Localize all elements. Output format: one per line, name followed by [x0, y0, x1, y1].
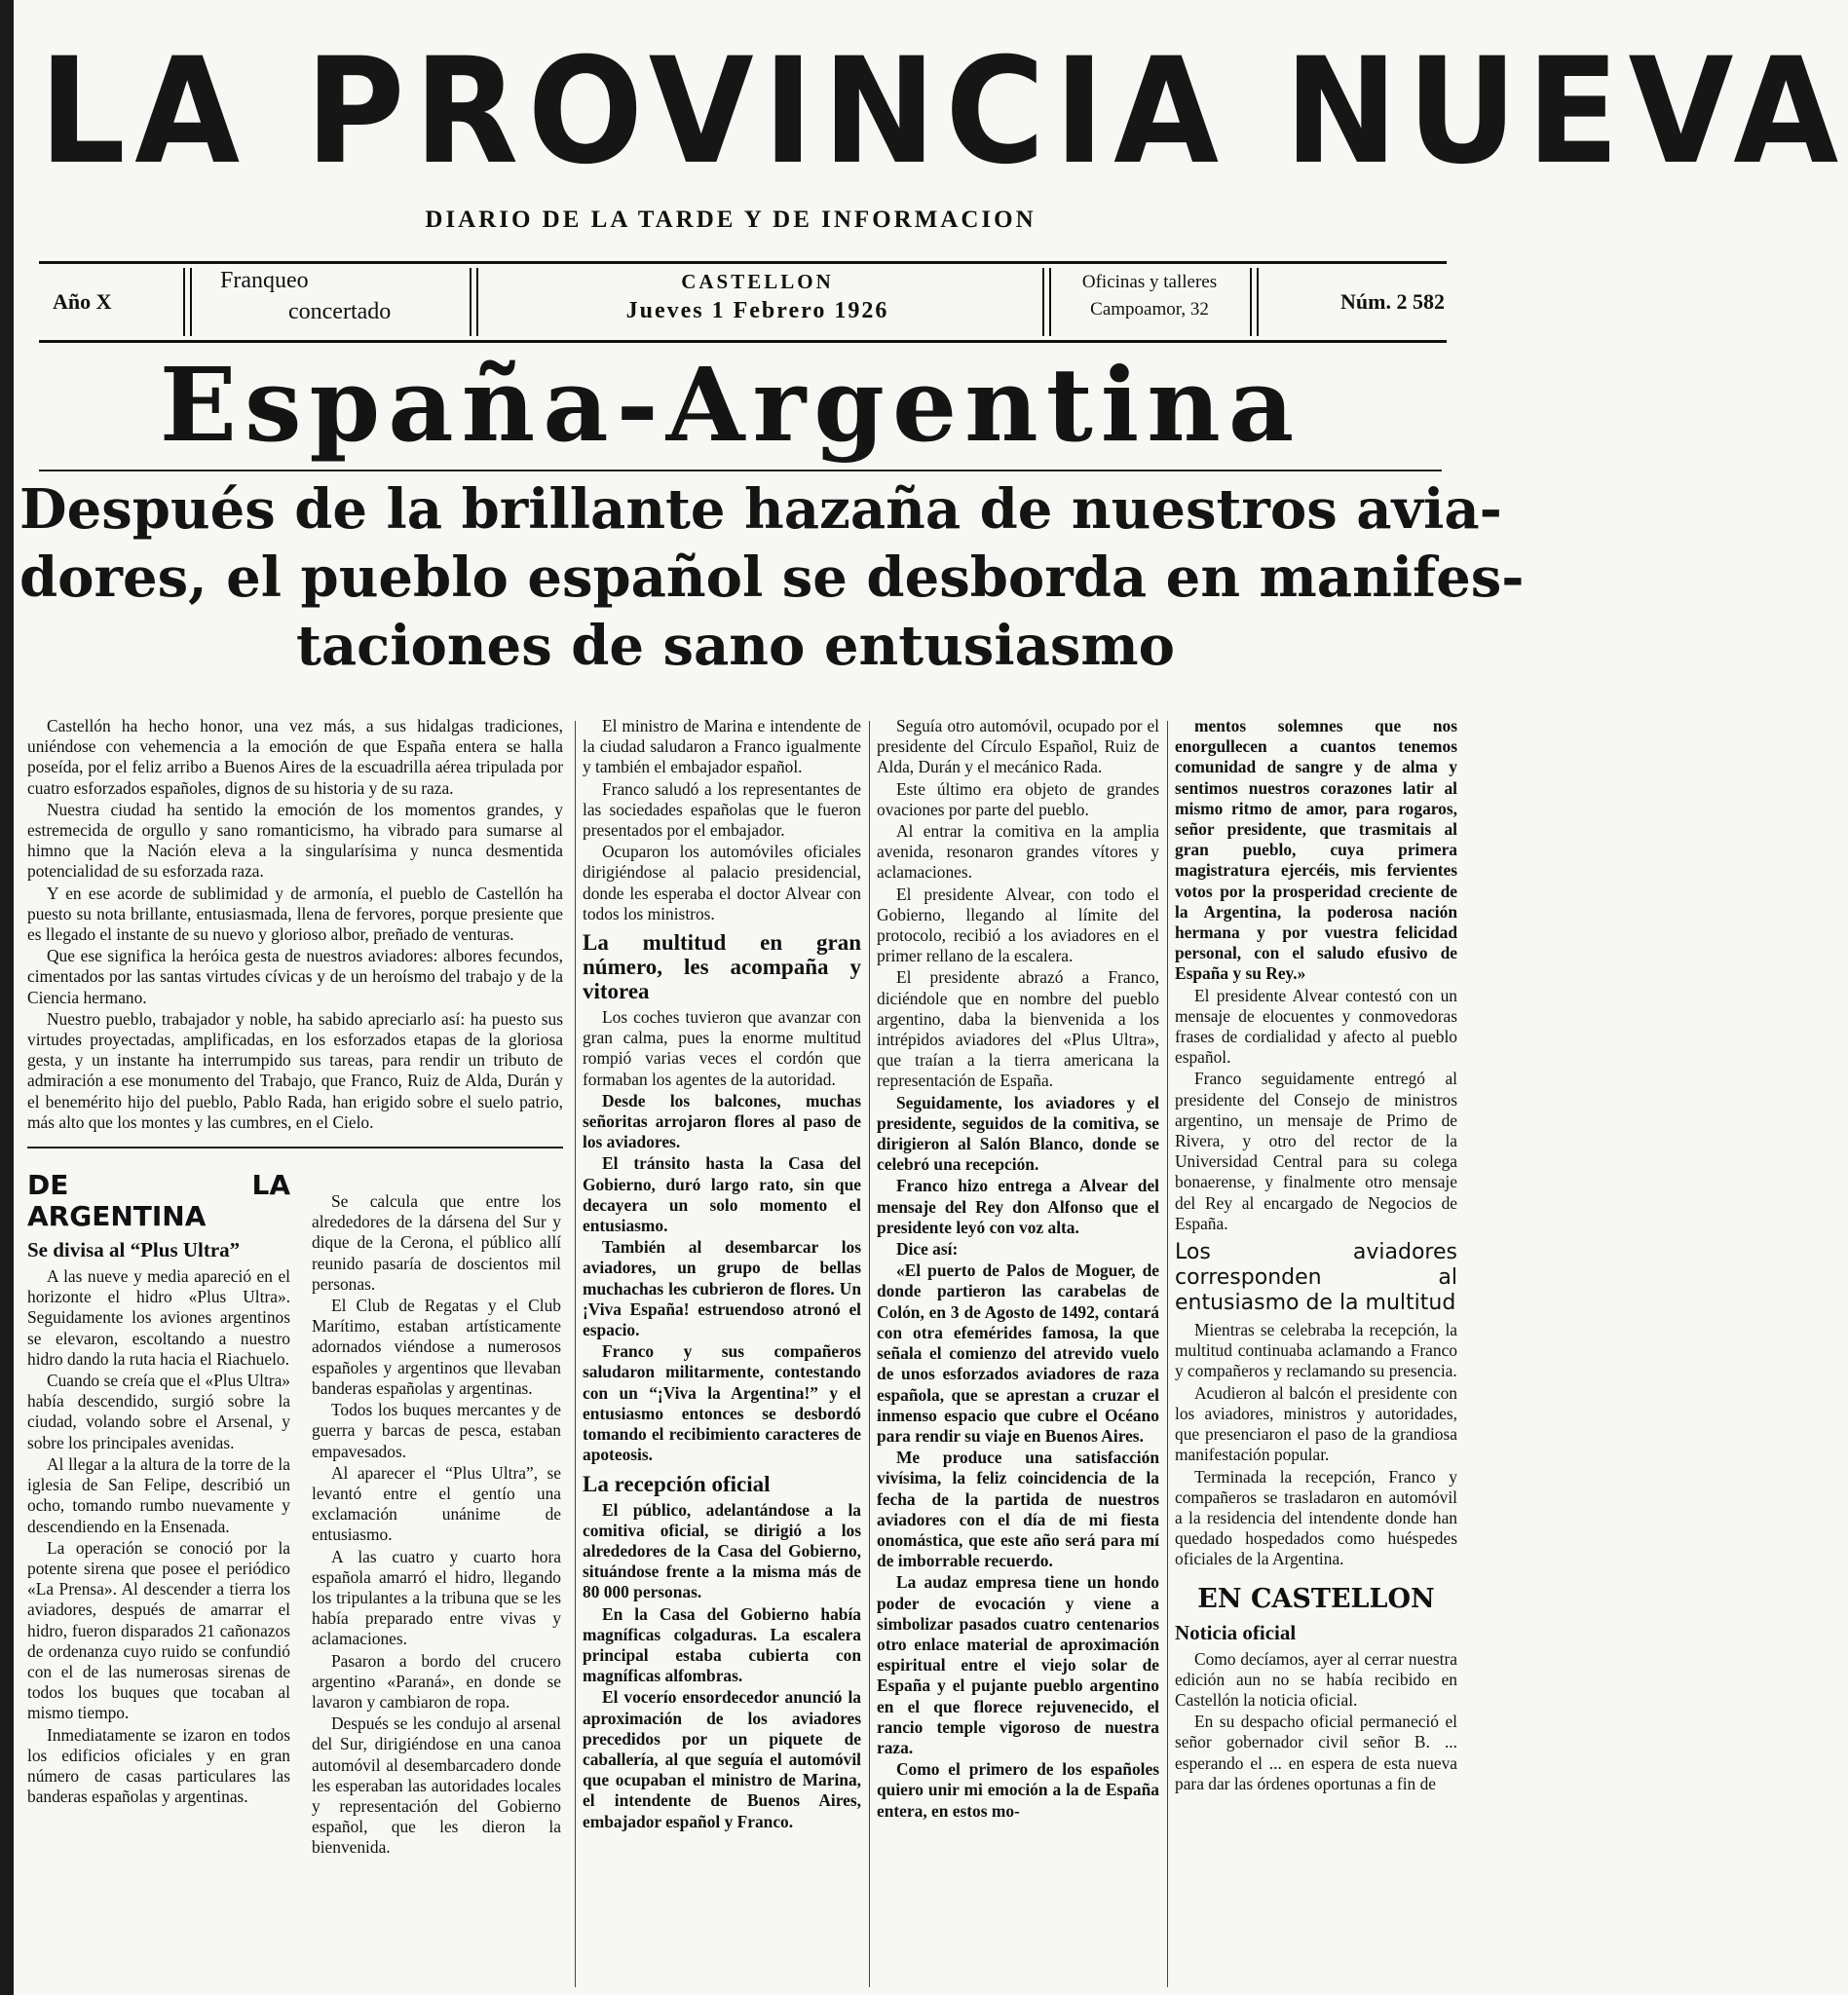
paragraph: Después se les condujo al arsenal del Sur, dirigiéndose en una canoa automóvil al desembarcadero donde les esperaban las autoridades locales y representación del Gobierno español, que les dieron la bienvenida. — [312, 1713, 561, 1858]
paragraph: Nuestro pueblo, trabajador y noble, ha sabido apreciarlo así: ha puesto sus virtudes proyectadas, amplificadas, en los esforzados etapas de la gloriosa gesta, y un instante ha interrumpido sus tareas, para rendir un tributo de admiración a ese monumento del Trabajo, que Franco, Ruiz de Alda, Durán y el benemérito hijo del pueblo, Pablo Rada, han erigido sobre el suelo patrio, más alto que los montes y las cumbres, en el Cielo. — [27, 1008, 563, 1132]
paragraph: Los coches tuvieron que avanzar con gran calma, pues la enorme multitud rompió varias veces el cordón que formaban los agentes de la autoridad. — [583, 1007, 861, 1089]
article-column-3 — [877, 716, 1159, 1987]
paragraph: El presidente Alvear, con todo el Gobierno, llegando al límite del protocolo, recibió a los aviadores en el primer rellano de la escalera. — [877, 884, 1159, 966]
paragraph: Como decíamos, ayer al cerrar nuestra edición aun no se había recibido en Castellón la noticia oficial. — [1175, 1648, 1457, 1710]
info-bar — [39, 261, 1447, 343]
article-column-4 — [1175, 716, 1457, 1987]
subheading-multitud: La multitud en gran número, les acompaña y vitorea — [583, 930, 861, 1004]
paragraph: La operación se conoció por la potente sirena que posee el periódico «La Prensa». Al descender a tierra los aviadores, después de amarrar el hidro, fueron disparados 21 cañonazos de ordenanza cuyo ruido se confundió con el de las numerosas sirenas de todos los buques que tocaban al mismo tiempo. — [27, 1537, 290, 1723]
offices-line2: Campoamor, 32 — [1090, 299, 1209, 320]
paragraph: La audaz empresa tiene un hondo poder de evocación y viene a simbolizar pasados cuatro centenarios otro enlace material de aproximación espiritual entre el viejo solar de España y el pujante pueblo argentino en el que florece rejuvenecido, el rancio temple vigoroso de nuestra raza. — [877, 1572, 1159, 1757]
offices-line1: Oficinas y talleres — [1081, 272, 1218, 292]
paragraph: El Club de Regatas y el Club Marítimo, estaban artísticamente adornados viéndose a numerosos españoles y argentinos que llevaban banderas españolas y argentinas. — [312, 1296, 561, 1398]
paragraph: También al desembarcar los aviadores, un grupo de bellas muchachas les cubrieron de flores. Un ¡Viva España! estruendoso atronó el espacio. — [583, 1237, 861, 1340]
argentina-section-continued — [312, 1191, 561, 1860]
paragraph: Franco hizo entrega a Alvear del mensaje del Rey don Alfonso que el presidente leyó con voz alta. — [877, 1176, 1159, 1237]
dateline — [482, 264, 1033, 340]
article-column-2 — [583, 716, 861, 1987]
paragraph: El presidente Alvear contestó con un mensaje de elocuentes y conmovedoras frases de cordialidad y afecto al pueblo español. — [1175, 985, 1457, 1068]
paragraph: Terminada la recepción, Franco y compañeros se trasladaron en automóvil a la residencia del intendente donde han quedado hospedados como huéspedes oficiales de la Argentina. — [1175, 1466, 1457, 1569]
year-label: Año X — [53, 289, 112, 314]
newspaper-masthead: LA PROVINCIA NUEVA — [39, 27, 1848, 197]
issue-number: Núm. 2 582 — [1340, 289, 1445, 314]
paragraph: Como el primero de los españoles quiero unir mi emoción a la de España entera, en estos mo- — [877, 1759, 1159, 1821]
paragraph: «El puerto de Palos de Moguer, de donde partieron las carabelas de Colón, en 3 de Agosto de 1492, contará con otra efemérides famosa, la que señala el comienzo del atrevido vuelo de unos esforzados aviadores de raza española, que se aprestan a cruzar el inmenso espacio que cubre el Océano para rendir su viaje en Buenos Aires. — [877, 1261, 1159, 1446]
subheading-recepcion: La recepción oficial — [583, 1471, 771, 1496]
section-subheading: Se divisa al “Plus Ultra” — [27, 1238, 241, 1262]
paragraph: mentos solemnes que nos enorgullecen a cuantos tenemos comunidad de sangre y de alma y sentimos nuestros corazones latir al mismo ritmo de amor, para rogaros, señor presidente, que trasmitais al gran pueblo, cuya primera magistratura ejercéis, mis fervientes votos por la prosperidad creciente de la Argentina, la poderosa nación hermana y por vuestra felicidad personal, con el saludo efusivo de España y su Rey.» — [1175, 716, 1457, 984]
paragraph: Y en ese acorde de sublimidad y de armonía, el pueblo de Castellón ha puesto su nota brillante, entusiasmada, llena de fervores, porque presiente que es llegado el instante de su nuevo y glorioso albor, preñado de venturas. — [27, 883, 563, 945]
city-name: CASTELLON — [681, 270, 834, 293]
article-column-1 — [27, 716, 563, 1987]
divider — [183, 268, 192, 336]
paragraph: Seguidamente, los aviadores y el presidente, seguidos de la comitiva, se dirigieron al Salón Blanco, donde se celebró una recepción. — [877, 1092, 1159, 1175]
headline-rule — [39, 470, 1442, 471]
subheading-aviadores: Los aviadores corresponden al entusiasmo de la multitud — [1175, 1240, 1457, 1316]
headline-deck — [19, 475, 1525, 680]
offices-label — [1052, 264, 1247, 340]
paragraph: En su despacho oficial permaneció el señor gobernador civil señor B. ... esperando el ... en espera de esta nueva para dar las órdenes oportunas a fin de — [1175, 1712, 1457, 1793]
argentina-section — [27, 1162, 290, 1808]
deck-line-1: Después de la brillante hazaña de nuestros avia- — [19, 477, 1502, 542]
paragraph: Desde los balcones, muchas señoritas arrojaron flores al paso de los aviadores. — [583, 1090, 861, 1152]
paragraph: Se calcula que entre los alrededores de la dársena del Sur y dique de la Cerona, el público allí reunido pasaría de doscientos mil personas. — [312, 1191, 561, 1294]
main-headline: España-Argentina — [159, 345, 1302, 465]
paragraph: El público, adelantándose a la comitiva oficial, se dirigió a los alrededores de la Casa del Gobierno, situándose frente a la misma más de 80 000 personas. — [583, 1499, 861, 1602]
section-heading-castellon: EN CASTELLON — [1197, 1583, 1435, 1614]
divider — [1042, 268, 1051, 336]
franqueo-line1: Franqueo — [220, 268, 309, 293]
paragraph: El tránsito hasta la Casa del Gobierno, duró largo rato, sin que decayera un solo momento el entusiasmo. — [583, 1153, 861, 1236]
divider — [1250, 268, 1259, 336]
paragraph: El vocerío ensordecedor anunció la aproximación de los aviadores precedidos por un piquete de caballería, al que seguía el automóvil que ocupaban el ministro de Marina, el intendente de Buenos Aires, embajador español y Franco. — [583, 1687, 861, 1831]
section-subheading-noticia: Noticia oficial — [1175, 1620, 1297, 1644]
paragraph: Acudieron al balcón el presidente con los aviadores, ministros y autoridades, que presenciaron el paso de la grandiosa manifestación popular. — [1175, 1382, 1457, 1465]
column-rule — [1167, 721, 1168, 1987]
issue-date: Jueves 1 Febrero 1926 — [625, 298, 889, 323]
paragraph: Inmediatamente se izaron en todos los edificios oficiales y en gran número de casas particulares las banderas españolas y argentinas. — [27, 1724, 290, 1807]
paragraph: Franco saludó a los representantes de las sociedades españolas que le fueron presentados por el embajador. — [583, 778, 861, 841]
paragraph: Franco seguidamente entregó al presidente del Consejo de ministros argentino, un mensaje de Primo de Rivera, y otro del rector de la Universidad Central para su colega bonaerense, y finalmente otro mensaje del Rey al encargado de Negocios de España. — [1175, 1069, 1457, 1233]
paragraph: Ocuparon los automóviles oficiales dirigiéndose al palacio presidencial, donde les esperaba el doctor Alvear con todos los ministros. — [583, 842, 861, 923]
paragraph: Cuando se creía que el «Plus Ultra» había descendido, surgió sobre la ciudad, volando sobre el Arsenal, y sobre los principales avenidas. — [27, 1371, 290, 1452]
paragraph: Pasaron a bordo del crucero argentino «Paraná», en donde se lavaron y cambiaron de ropa. — [312, 1650, 561, 1712]
section-rule — [27, 1147, 563, 1148]
paragraph: Este último era objeto de grandes ovaciones por parte del pueblo. — [877, 778, 1159, 819]
paragraph: Seguía otro automóvil, ocupado por el presidente del Círculo Español, Ruiz de Alda, Durán y el mecánico Rada. — [877, 716, 1159, 777]
paragraph: En la Casa del Gobierno había magníficas colgaduras. La escalera principal estaba cubierta con magníficas alfombras. — [583, 1603, 861, 1686]
franqueo-label — [220, 264, 469, 340]
paragraph: Al llegar a la altura de la torre de la iglesia de San Felipe, describió un ocho, tomando rumbo nuevamente y descendiendo en la Ensenada. — [27, 1453, 290, 1536]
paragraph: Dice así: — [896, 1239, 959, 1260]
masthead-subtitle: DIARIO DE LA TARDE Y DE INFORMACION — [425, 207, 1037, 233]
paragraph: Mientras se celebraba la recepción, la multitud continuaba aclamando a Franco y compañeros y reclamando su presencia. — [1175, 1320, 1457, 1381]
paragraph: El presidente abrazó a Franco, diciéndole que en nombre del pueblo argentino, daba la bienvenida a los intrépidos aviadores del «Plus Ultra», que traían a la tierra americana la representación de España. — [877, 967, 1159, 1091]
scan-edge — [0, 0, 14, 1995]
paragraph: Castellón ha hecho honor, una vez más, a sus hidalgas tradiciones, uniéndose con vehemencia a la emoción de que España entera se halla poseída, por el feliz arribo a Buenos Aires de la escuadrilla aérea tripulada por cuatro esforzados españoles, dignos de su historia y de su raza. — [27, 716, 563, 798]
column-rule — [869, 721, 870, 1987]
paragraph: Todos los buques mercantes y de guerra y barcas de pesca, estaban empavesados. — [312, 1400, 561, 1461]
paragraph: Que ese significa la heróica gesta de nuestros aviadores: albores fecundos, cimentados por las santas virtudes cívicas y de un heroísmo del trabajo y de la Ciencia hermano. — [27, 946, 563, 1007]
paragraph: Nuestra ciudad ha sentido la emoción de los momentos grandes, y estremecida de orgullo y sano romanticismo, ha vibrado para sumarse al himno que la Nación eleva a la singularísima y nunca desmentida potencialidad de su esforzada raza. — [27, 799, 563, 882]
paragraph: Al aparecer el “Plus Ultra”, se levantó entre el gentío una exclamación unánime de entusiasmo. — [312, 1462, 561, 1545]
paragraph: A las nueve y media apareció en el horizonte el hidro «Plus Ultra». Seguidamente los aviones argentinos se elevaron, escoltando a nuestro hidro dando la ruta hacia el Riachuelo. — [27, 1266, 290, 1369]
deck-line-2: dores, el pueblo español se desborda en manifes- — [19, 546, 1525, 610]
paragraph: A las cuatro y cuarto hora española amarró el hidro, llegando los tripulantes a la tribuna que se les había preparado entre vivas y aclamaciones. — [312, 1546, 561, 1649]
paragraph: Franco y sus compañeros saludaron militarmente, contestando con un “¡Viva la Argentina!” y el entusiasmo entonces se desbordó tomando el recibimiento caracteres de apoteosis. — [583, 1341, 861, 1465]
franqueo-line2: concertado — [288, 299, 392, 324]
paragraph: Me produce una satisfacción vivísima, la feliz coincidencia de la fecha de la partida de nuestros aviadores con el día de mi fiesta onomástica, que este año será para mí de imborrable recuerdo. — [877, 1448, 1159, 1571]
section-heading: DE LA ARGENTINA — [27, 1169, 290, 1233]
column-rule — [575, 721, 576, 1987]
divider — [470, 268, 478, 336]
deck-line-3: taciones de sano entusiasmo — [295, 614, 1176, 678]
paragraph: El ministro de Marina e intendente de la ciudad saludaron a Franco igualmente y también el embajador español. — [583, 716, 861, 777]
paragraph: Al entrar la comitiva en la amplia avenida, resonaron grandes vítores y aclamaciones. — [877, 821, 1159, 883]
